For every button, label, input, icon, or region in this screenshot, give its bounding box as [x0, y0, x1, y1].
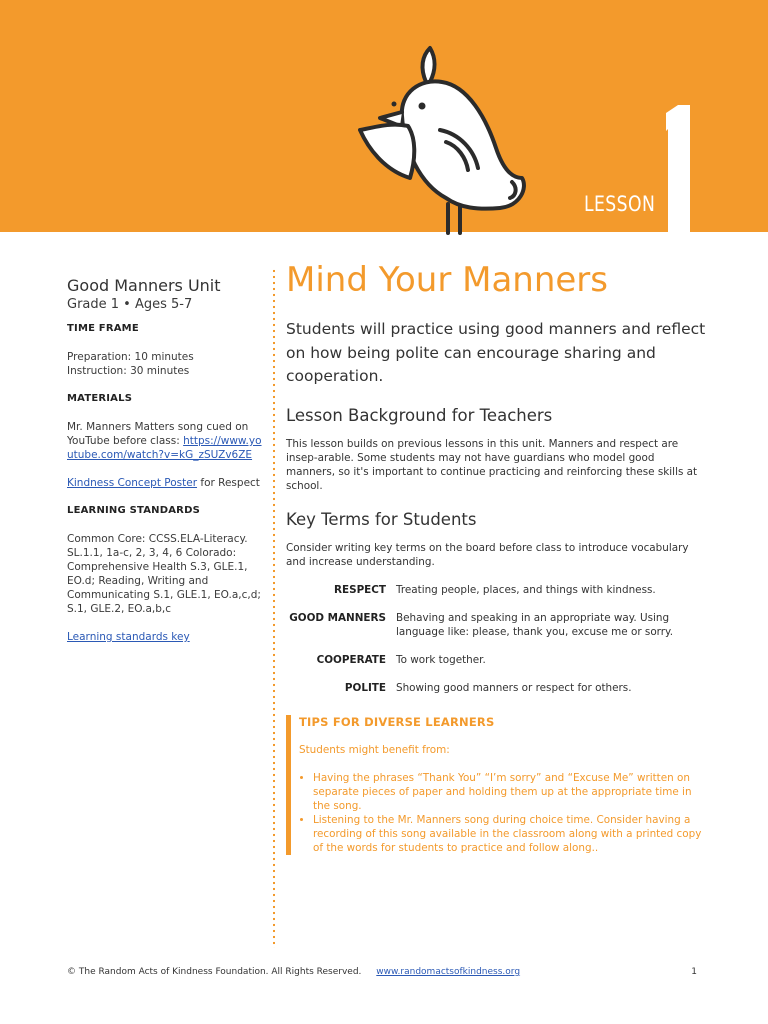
lesson-number [662, 105, 692, 232]
materials-heading: MATERIALS [67, 393, 133, 404]
key-terms-list [286, 583, 706, 695]
term-name: RESPECT [333, 583, 386, 596]
materials-description: Mr. Manners Matters song cued on YouTube before class: [67, 421, 249, 447]
term-definition: To work together. [396, 653, 486, 666]
term-definition: Treating people, places, and things with kindness. [396, 583, 656, 596]
poster-line [67, 476, 267, 490]
terms-intro: Consider writing key terms on the board before class to introduce vocabulary and increase understanding. [286, 541, 689, 568]
term-definition: Showing good manners or respect for others. [396, 681, 632, 694]
page-title: Mind Your Manners [286, 260, 608, 300]
term-name: GOOD MANNERS [289, 611, 386, 624]
tip-item: • Having the phrases “Thank You” “I’m sorry” and “Excuse Me” written on separate pieces of paper and holding them up at the appropriate time in the song. [313, 771, 709, 813]
tips-intro: Students might benefit from: [299, 744, 450, 756]
standards-heading: LEARNING STANDARDS [67, 505, 200, 516]
lesson-summary: Students will practice using good manners and reflect on how being polite can encourage sharing and cooperation. [286, 320, 706, 385]
term-name: COOPERATE [316, 653, 386, 666]
tips-heading: TIPS FOR DIVERSE LEARNERS [299, 715, 495, 729]
footer-url-link[interactable]: www.randomactsofkindness.org [376, 967, 521, 977]
standards-key-link[interactable]: Learning standards key [67, 631, 190, 643]
tips-box [286, 715, 709, 855]
term-row [286, 583, 706, 597]
preparation-time: Preparation: 10 minutes [67, 351, 194, 363]
copyright: © The Random Acts of Kindness Foundation. All Rights Reserved. [67, 967, 362, 977]
time-frame-heading: TIME FRAME [67, 323, 139, 334]
lesson-label: LESSON [584, 192, 656, 216]
tips-list [299, 771, 709, 855]
kindness-poster-link[interactable]: Kindness Concept Poster [67, 477, 198, 489]
term-row [286, 653, 706, 667]
lesson-number-text: 1 [676, 195, 678, 196]
term-row [286, 611, 706, 639]
bird-illustration-icon [350, 38, 540, 238]
term-definition: Behaving and speaking in an appropriate way. Using language like: please, thank you, excuse me or sorry. [396, 611, 674, 638]
footer [67, 967, 707, 977]
grade-info: Grade 1 • Ages 5-7 [67, 297, 193, 312]
standards-text: Common Core: CCSS.ELA-Literacy. SL.1.1, 1a-c, 2, 3, 4, 6 Colorado: Comprehensive Health S.3, GLE.1, EO.d; Reading, Writing and Communicating S.1, GLE.1, EO.a,c,d; S.1, GLE.2, EO.a,b,c [67, 533, 261, 615]
background-text: This lesson builds on previous lessons in this unit. Manners and respect are insep-arable. Some students may not have guardians who model good manners, so it's important to continue practicing and reinforcing these skills at school. [286, 437, 698, 492]
header-banner [0, 0, 768, 232]
column-divider [273, 268, 275, 948]
tip-item: • Listening to the Mr. Manners song during choice time. Consider having a recording of this song available in the classroom along with a printed copy of the words for students to practice and follow along.. [313, 813, 709, 855]
materials-text [67, 420, 267, 462]
term-name: POLITE [344, 681, 386, 694]
page-number: 1 [691, 967, 697, 977]
unit-title: Good Manners Unit [67, 276, 221, 295]
terms-heading: Key Terms for Students [286, 509, 477, 529]
instruction-time: Instruction: 30 minutes [67, 365, 190, 377]
sidebar [67, 276, 267, 658]
poster-suffix: for Respect [197, 477, 260, 489]
background-heading: Lesson Background for Teachers [286, 405, 553, 425]
youtube-link[interactable]: https://www.youtube.com/watch?v=kG_zSUZv6ZE [67, 435, 262, 461]
time-frame-text [67, 350, 267, 378]
term-row [286, 681, 706, 695]
main-content [286, 258, 706, 709]
